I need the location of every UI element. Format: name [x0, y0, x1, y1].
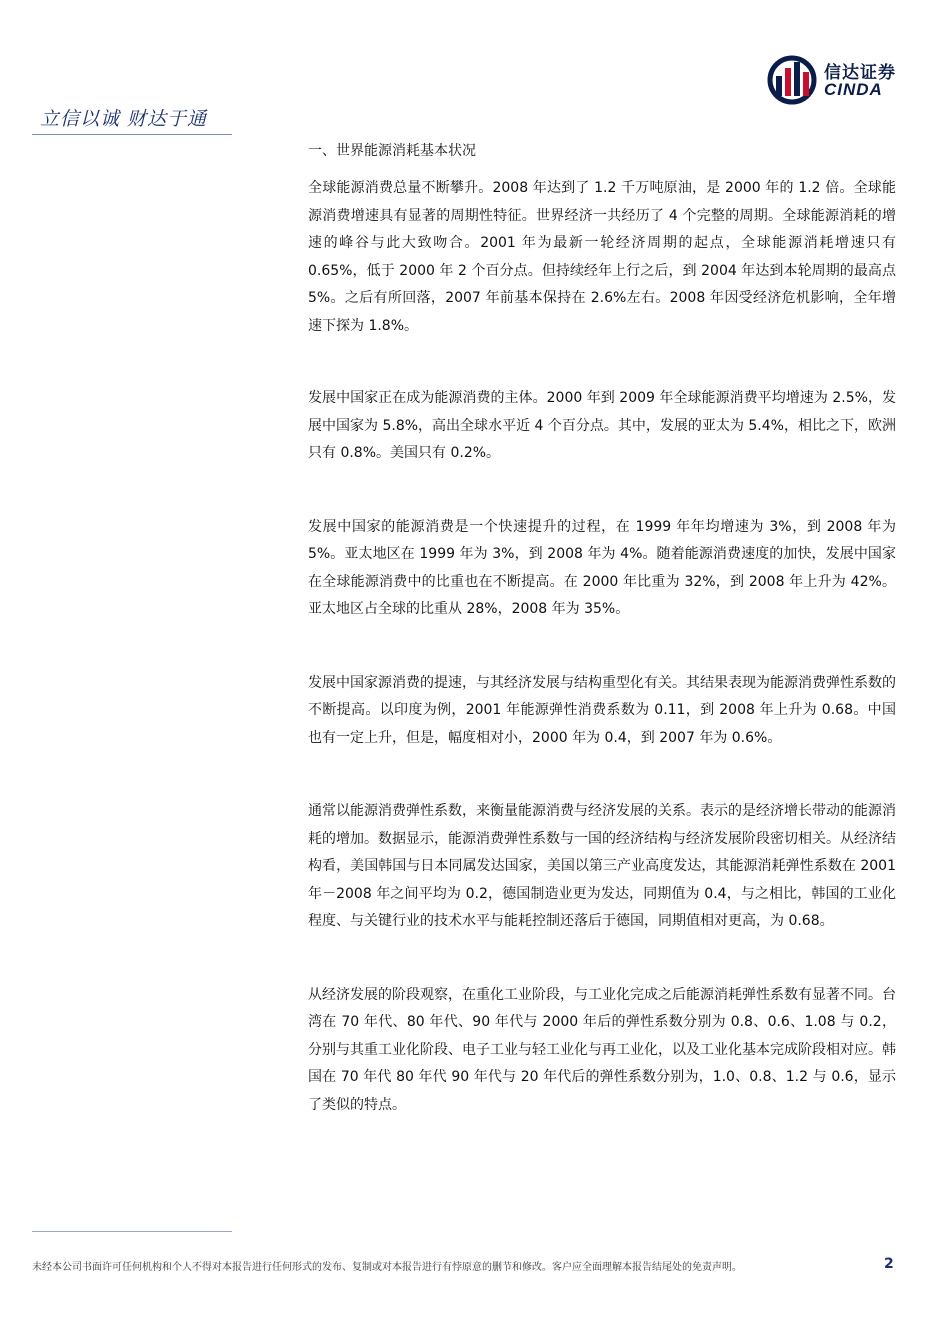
paragraph-developing-countries: 发展中国家正在成为能源消费的主体。2000 年到 2009 年全球能源消费平均增速为 2.5%，发展中国家为 5.8%，高出全球水平近 4 个百分点。其中，发展的亚太为 5.4%，相比之下，欧洲只有 0.8%。美国只有 0.2%。	[308, 390, 896, 461]
cinda-logo-mark-icon	[766, 54, 822, 106]
page-number: 2	[884, 1256, 894, 1272]
paragraph-growth-process: 发展中国家的能源消费是一个快速提升的过程，在 1999 年年均增速为 3%，到 2008 年为 5%。亚太地区在 1999 年为 3%，到 2008 年为 4%。随着能源消费速度的加快，发展中国家在全球能源消费中的比重也在不断提高。在 2000 年比重为 32%，到 2008 年上升为 42%。亚太地区占全球的比重从 28%，2008 年为 35%。	[308, 518, 896, 617]
report-body	[308, 141, 896, 1119]
footer-divider	[32, 1231, 232, 1232]
paragraph-global-consumption: 全球能源消费总量不断攀升。2008 年达到了 1.2 千万吨原油，是 2000 年的 1.2 倍。全球能源消费增速具有显著的周期性特征。世界经济一共经历了 4 个完整的周期。全球能源消耗的增速的峰谷与此大致吻合。2001 年为最新一轮经济周期的起点，全球能源消耗增速只有 0.65%，低于 2000 年 2 个百分点。但持续经年上行之后，到 2004 年达到本轮周期的最高点 5%。之后有所回落，2007 年前基本保持在 2.6%左右。2008 年因受经济危机影响，全年增速下探为 1.8%。	[308, 180, 896, 334]
paragraph-development-stage: 从经济发展的阶段观察，在重化工业阶段，与工业化完成之后能源消耗弹性系数有显著不同。台湾在 70 年代、80 年代、90 年代与 2000 年后的弹性系数分别为 0.8、0.6、1.08 与 0.2，分别与其重工业化阶段、电子工业与轻工业化与再工业化，以及工业化基本完成阶段相对应。韩国在 70 年代 80 年代 90 年代与 20 年代后的弹性系数分别为，1.0、0.8、1.2 与 0.6，显示了类似的特点。	[308, 986, 896, 1113]
footer-disclaimer: 未经本公司书面许可任何机构和个人不得对本报告进行任何形式的发布、复制或对本报告进行有悖原意的删节和修改。客户应全面理解本报告结尾处的免责声明。	[32, 1262, 742, 1273]
cinda-logo	[766, 54, 906, 106]
paragraph-elasticity-rise: 发展中国家源消费的提速，与其经济发展与结构重型化有关。其结果表现为能源消费弹性系数的不断提高。以印度为例，2001 年能源弹性消费系数为 0.11，到 2008 年上升为 0.68。中国也有一定上升，但是，幅度相对小，2000 年为 0.4，到 2007 年为 0.6%。	[308, 674, 896, 746]
company-slogan: 立信以诚 财达于通	[40, 108, 208, 130]
paragraph-elasticity-structure: 通常以能源消费弹性系数，来衡量能源消费与经济发展的关系。表示的是经济增长带动的能源消耗的增加。数据显示，能源消费弹性系数与一国的经济结构与经济发展阶段密切相关。从经济结构看，美国韩国与日本同属发达国家，美国以第三产业高度发达，其能源消耗弹性系数在 2001 年－2008 年之间平均为 0.2，德国制造业更为发达，同期值为 0.4，与之相比，韩国的工业化程度、与关键行业的技术水平与能耗控制还落后于德国，同期值相对更高，为 0.68。	[308, 803, 896, 929]
logo-chinese-text: 信达证券	[824, 63, 896, 83]
header-divider	[32, 134, 232, 135]
logo-english-text: CINDA	[824, 80, 883, 99]
section-title: 一、世界能源消耗基本状况	[308, 143, 476, 159]
